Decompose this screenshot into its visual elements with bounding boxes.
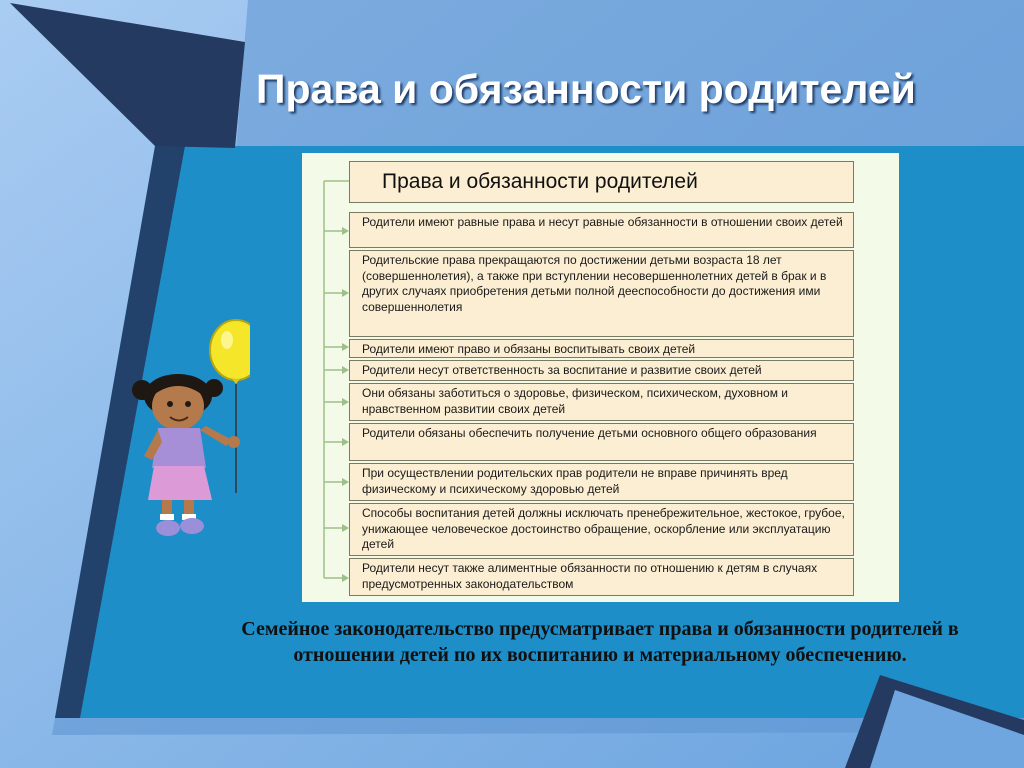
girl-with-balloon-illustration <box>130 318 250 540</box>
diagram-item: Родители обязаны обеспечить получение детьми основного общего образования <box>349 423 854 461</box>
diagram-header: Права и обязанности родителей <box>349 161 854 203</box>
diagram-item: Родители несут ответственность за воспитание и развитие своих детей <box>349 360 854 381</box>
diagram-item: Родители имеют равные права и несут равные обязанности в отношении своих детей <box>349 212 854 248</box>
diagram-item: Родители несут также алиментные обязанности по отношению к детям в случаях предусмотренных законодательством <box>349 558 854 596</box>
diagram-item: Родители имеют право и обязаны воспитывать своих детей <box>349 339 854 358</box>
diagram-item: Они обязаны заботиться о здоровье, физическом, психическом, духовном и нравственном развитии своих детей <box>349 383 854 421</box>
diagram-item: При осуществлении родительских прав родители не вправе причинять вред физическому и психическому здоровью детей <box>349 463 854 501</box>
slide-caption: Семейное законодательство предусматривает права и обязанности родителей в отношении детей по их воспитанию и материальному обеспечению. <box>241 618 959 666</box>
diagram-panel <box>302 153 899 602</box>
diagram-item: Способы воспитания детей должны исключать пренебрежительное, жестокое, грубое, унижающее человеческое достоинство обращение, оскорбление или эксплуатацию детей <box>349 503 854 556</box>
diagram-item: Родительские права прекращаются по достижении детьми возраста 18 лет (совершеннолетия), а также при вступлении несовершеннолетних детей в брак и в других случаях приобретения детьми полной дееспособности до достижения ими совершеннолетия <box>349 250 854 337</box>
slide-title: Права и обязанности родителей <box>256 66 916 112</box>
